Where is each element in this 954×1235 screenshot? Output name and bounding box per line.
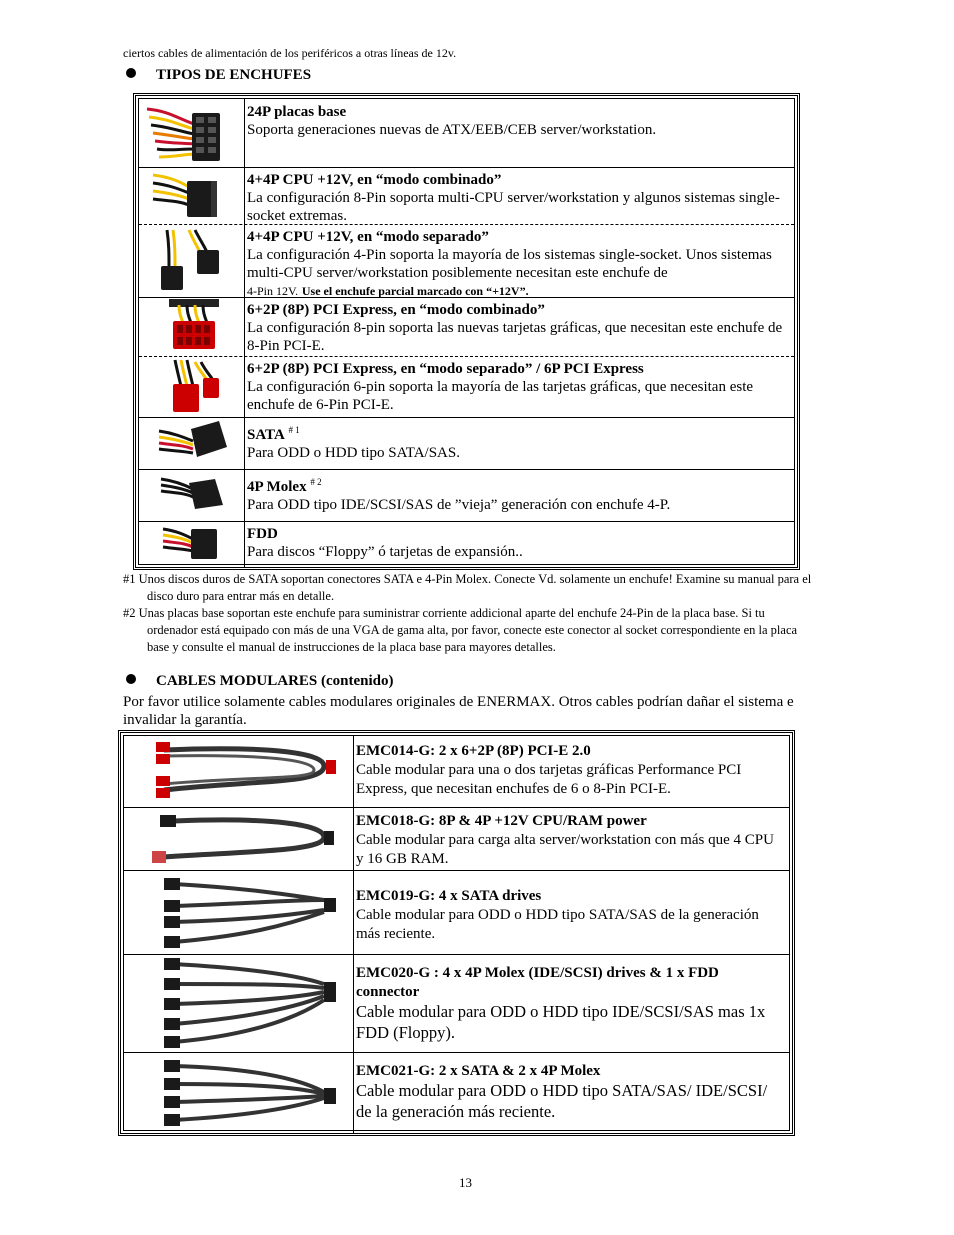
connector-description: La configuración 8-pin soporta las nuevas tarjetas gráficas, que necesitan este enchufe de 8-Pin PCI-E. <box>247 320 783 354</box>
table-row <box>139 417 794 470</box>
cable-image-emc018 <box>124 807 354 870</box>
cable-title: EMC019-G: 4 x SATA drives <box>356 888 542 904</box>
cable-description: Cable modular para ODD o HDD tipo IDE/SCSI/SAS mas 1x FDD (Floppy). <box>356 1002 766 1042</box>
connector-image-24p <box>139 99 245 167</box>
table-row <box>139 99 794 168</box>
table-row <box>124 870 789 955</box>
cable-image-emc014 <box>124 736 354 807</box>
connector-image-pcie-separated <box>139 356 245 417</box>
connector-description-emphasis: Use el enchufe parcial marcado con “+12V”. <box>301 284 529 298</box>
bullet-icon <box>126 674 136 684</box>
modular-cables-table <box>118 730 795 1136</box>
section-heading-modular-cables <box>126 673 394 690</box>
connector-description: Para discos “Floppy” ó tarjetas de expansión.. <box>247 544 523 560</box>
table-row <box>139 356 794 418</box>
connector-title: 6+2P (8P) PCI Express, en “modo combinado” <box>247 302 545 318</box>
connector-image-molex <box>139 469 245 521</box>
table-row <box>124 954 789 1053</box>
connector-title: FDD <box>247 526 278 542</box>
connector-description: La configuración 8-Pin soporta multi-CPU server/workstation y algunos sistemas single-socket extremas. <box>247 190 780 224</box>
footnote-ref: # 1 <box>288 425 300 435</box>
cable-image-emc019 <box>124 870 354 954</box>
connector-image-cpu-separated <box>139 224 245 297</box>
connector-description: Para ODD o HDD tipo SATA/SAS. <box>247 445 460 461</box>
table-row <box>124 1052 789 1134</box>
cable-description: Cable modular para ODD o HDD tipo SATA/SAS de la generación más reciente. <box>356 907 759 942</box>
table-row <box>139 224 794 298</box>
connector-title: 4+4P CPU +12V, en “modo combinado” <box>247 172 502 188</box>
connector-title: SATA <box>247 427 285 443</box>
cable-image-emc020 <box>124 954 354 1052</box>
connector-image-fdd <box>139 521 245 568</box>
cable-title: EMC021-G: 2 x SATA & 2 x 4P Molex <box>356 1063 601 1079</box>
table-row <box>139 521 794 568</box>
intro-text: ciertos cables de alimentación de los periféricos a otras líneas de 12v. <box>123 46 457 60</box>
connector-title: 24P placas base <box>247 104 347 120</box>
connector-description: La configuración 4-Pin soporta la mayoría de los sistemas single-socket. Unos sistemas multi-CPU server/workstation posiblemente necesitan este enchufe de <box>247 247 772 281</box>
connector-title: 4+4P CPU +12V, en “modo separado” <box>247 229 489 245</box>
cable-description: Cable modular para ODD o HDD tipo SATA/SAS/ IDE/SCSI/ de la generación más reciente. <box>356 1081 768 1121</box>
connector-image-pcie-combined <box>139 297 245 356</box>
table-row <box>139 469 794 522</box>
connector-description-small: 4-Pin 12V. <box>247 284 299 298</box>
cable-title: EMC014-G: 2 x 6+2P (8P) PCI-E 2.0 <box>356 743 591 759</box>
connector-image-cpu-combined <box>139 167 245 224</box>
footnote-2: #2 Unas placas base soportan este enchufe para suministrar corriente addicional aparte del enchufe 24-Pin de la placa base. Si tu ordenador está equipado con más de una VGA de gama alta, por favor, conecte este conector al socket correspondiente en la placa base y consulte el manual de instrucciones de la placa base para mayores detalles. <box>123 606 798 654</box>
table-row <box>124 736 789 808</box>
table-row <box>139 167 794 225</box>
footnotes <box>123 571 813 656</box>
table-row <box>124 807 789 871</box>
bullet-icon <box>126 68 136 78</box>
connector-description: Para ODD tipo IDE/SCSI/SAS de ”vieja” generación con enchufe 4-P. <box>247 497 671 513</box>
cable-description: Cable modular para una o dos tarjetas gráficas Performance PCI Express, que necesitan enchufes de 6 o 8-Pin PCI-E. <box>356 762 742 797</box>
connector-image-sata <box>139 417 245 469</box>
cable-image-emc021 <box>124 1052 354 1134</box>
cable-title: EMC020-G : 4 x 4P Molex (IDE/SCSI) drives & 1 x FDD connector <box>356 965 719 1000</box>
cable-title: EMC018-G: 8P & 4P +12V CPU/RAM power <box>356 813 647 829</box>
table-row <box>139 297 794 357</box>
footnote-1: #1 Unos discos duros de SATA soportan conectores SATA e 4-Pin Molex. Conecte Vd. solamente un enchufe! Examine su manual para el disco duro para entrar más en detalle. <box>123 572 812 603</box>
connector-description: La configuración 6-pin soporta la mayoría de las tarjetas gráficas, que necesitan este enchufe de 6-Pin PCI-E. <box>247 379 754 413</box>
cable-description: Cable modular para carga alta server/workstation con más que 4 CPU y 16 GB RAM. <box>356 832 774 867</box>
page-number: 13 <box>459 1175 472 1190</box>
connector-title: 6+2P (8P) PCI Express, en “modo separado” / 6P PCI Express <box>247 361 644 377</box>
section-heading-connector-types <box>126 67 311 84</box>
connector-description: Soporta generaciones nuevas de ATX/EEB/CEB server/workstation. <box>247 122 657 138</box>
footnote-ref: # 2 <box>310 477 322 487</box>
section-title: TIPOS DE ENCHUFES <box>156 67 312 83</box>
connector-types-table <box>133 93 800 570</box>
section-title: CABLES MODULARES (contenido) <box>156 673 394 689</box>
connector-title: 4P Molex <box>247 479 307 495</box>
modular-description: Por favor utilice solamente cables modulares originales de ENERMAX. Otros cables podrían dañar el sistema e invalidar la garantía. <box>123 694 794 728</box>
